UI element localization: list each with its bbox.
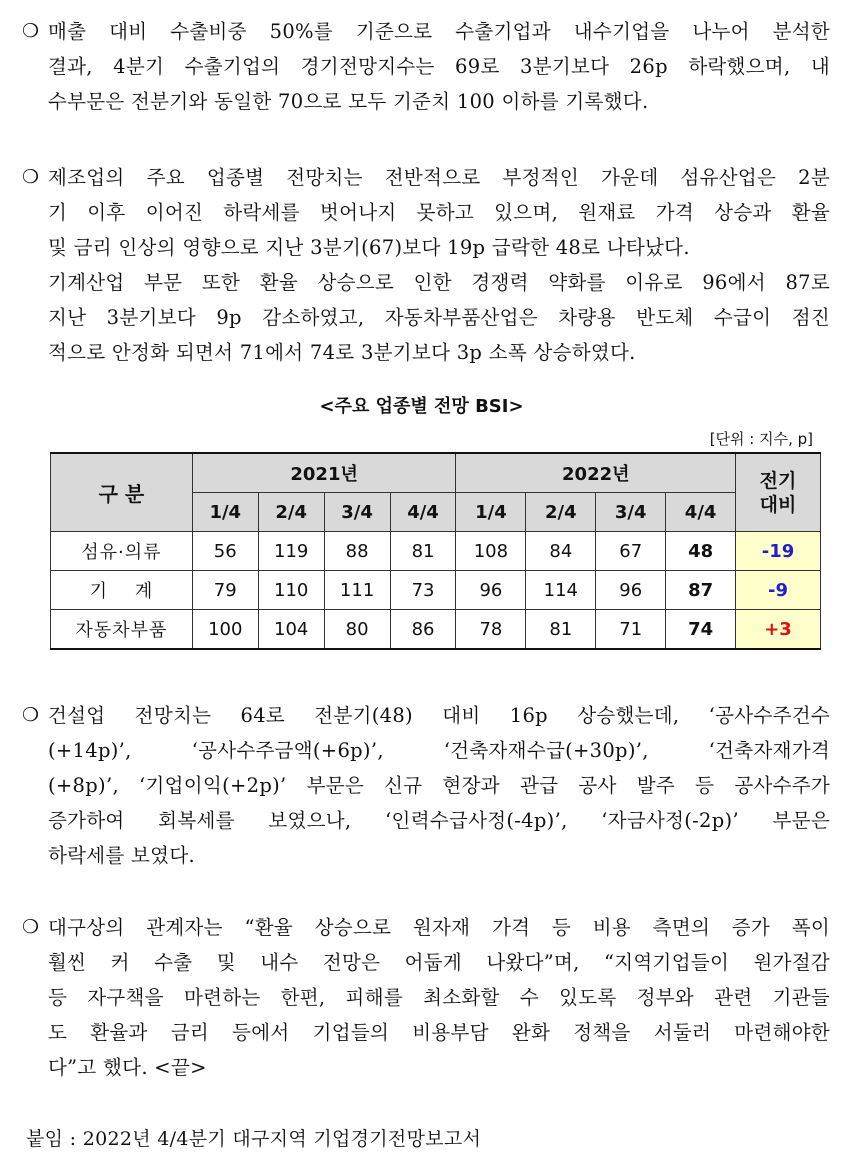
header-diff-line1: 전기 [759,469,797,492]
table-cell: 67 [596,532,666,571]
paragraph-chamber-comment [22,910,830,1085]
table-cell-current: 87 [666,571,736,610]
diff-cell: -19 [736,532,821,571]
row-label: 자동차부품 [51,610,193,650]
table-cell-current: 48 [666,532,736,571]
text-line: 도 환율과 금리 등에서 기업들의 비용부담 완화 정책을 서둘러 마련해야한 [48,1021,830,1044]
table-cell: 71 [596,610,666,650]
text-line: 기계산업 부문 또한 환율 상승으로 인한 경쟁력 약화를 이유로 96에서 87로 [48,271,830,294]
text-line: 기 이후 이어진 하락세를 벗어나지 못하고 있으며, 원재료 가격 상승과 환율 [48,201,830,224]
diff-cell: +3 [736,610,821,650]
header-year-2022: 2022년 [456,453,736,493]
text-line: 지난 3분기보다 9p 감소하였고, 자동차부품산업은 차량용 반도체 수급이 점진 [48,306,830,329]
table-cell: 73 [390,571,456,610]
table-cell: 110 [258,571,324,610]
table-row [51,610,821,650]
diff-cell: -9 [736,571,821,610]
table-cell: 80 [324,610,390,650]
header-prev-period-diff [736,453,821,532]
header-quarter: 2/4 [258,493,324,532]
table-cell: 111 [324,571,390,610]
row-label: 섬유·의류 [51,532,193,571]
table-cell: 96 [596,571,666,610]
header-quarter: 3/4 [596,493,666,532]
table-cell: 114 [526,571,596,610]
header-quarter: 2/4 [526,493,596,532]
text-line: 매출 대비 수출비중 50%를 기준으로 수출기업과 내수기업을 나누어 분석한 [48,20,830,43]
text-line: 수부문은 전분기와 동일한 70으로 모두 기준치 100 이하를 기록했다. [48,90,649,113]
bullet-icon: ❍ [22,916,40,938]
text-line: 제조업의 주요 업종별 전망치는 전반적으로 부정적인 가운데 섬유산업은 2분 [48,166,830,189]
header-diff-line2: 대비 [759,493,797,516]
bullet-icon: ❍ [22,20,40,42]
paragraph-construction-outlook [22,698,830,873]
text-line: 훨씬 커 수출 및 내수 전망은 어둡게 나왔다”며, “지역기업들이 원가절감 [48,951,830,974]
text-line: 및 금리 인상의 영향으로 지난 3분기(67)보다 19p 급락한 48로 나타났다. [48,236,690,259]
table-cell: 81 [390,532,456,571]
header-quarter: 3/4 [324,493,390,532]
table-cell: 104 [258,610,324,650]
bullet-icon: ❍ [22,704,40,726]
header-category: 구 분 [51,453,193,532]
text-line: 건설업 전망치는 64로 전분기(48) 대비 16p 상승했는데, ‘공사수주건수 [48,704,830,727]
table-cell: 78 [456,610,526,650]
header-quarter: 4/4 [390,493,456,532]
text-line: (+8p)’, ‘기업이익(+2p)’ 부문은 신규 현장과 관급 공사 발주 등 공사수주가 [48,774,830,797]
paragraph-export-analysis [22,14,830,119]
row-label: 기 계 [51,571,193,610]
table-title: <주요 업종별 전망 BSI> [319,396,524,417]
table-row [51,532,821,571]
table-cell-current: 74 [666,610,736,650]
text-line: 증가하여 회복세를 보였으나, ‘인력수급사정(-4p)’, ‘자금사정(-2p)’ 부문은 [48,809,830,832]
header-quarter: 4/4 [666,493,736,532]
bullet-icon: ❍ [22,166,40,188]
table-cell: 108 [456,532,526,571]
text-line: (+14p)’, ‘공사수주금액(+6p)’, ‘건축자재수급(+30p)’, ‘건축자재가격 [48,739,830,762]
table-cell: 84 [526,532,596,571]
header-quarter: 1/4 [192,493,258,532]
paragraph-manufacturing-outlook [22,160,830,370]
text-line: 결과, 4분기 수출기업의 경기전망지수는 69로 3분기보다 26p 하락했으며, 내 [48,55,830,78]
table-row [51,571,821,610]
text-line: 적으로 안정화 되면서 71에서 74로 3분기보다 3p 소폭 상승하였다. [48,341,636,364]
bsi-table [50,452,821,650]
table-cell: 81 [526,610,596,650]
table-cell: 88 [324,532,390,571]
table-unit: [단위 : 지수, p] [709,430,813,448]
text-line: 등 자구책을 마련하는 한편, 피해를 최소화할 수 있도록 정부와 관련 기관들 [48,986,830,1009]
table-cell: 100 [192,610,258,650]
header-year-2021: 2021년 [192,453,456,493]
table-cell: 56 [192,532,258,571]
table-cell: 96 [456,571,526,610]
text-line: 하락세를 보였다. [48,844,195,867]
table-cell: 79 [192,571,258,610]
table-cell: 86 [390,610,456,650]
header-quarter: 1/4 [456,493,526,532]
attachment-note: 붙임 : 2022년 4/4분기 대구지역 기업경기전망보고서 [26,1128,482,1150]
table-cell: 119 [258,532,324,571]
text-line: 다”고 했다. <끝> [48,1056,207,1079]
text-line: 대구상의 관계자는 “환율 상승으로 원자재 가격 등 비용 측면의 증가 폭이 [48,916,830,939]
